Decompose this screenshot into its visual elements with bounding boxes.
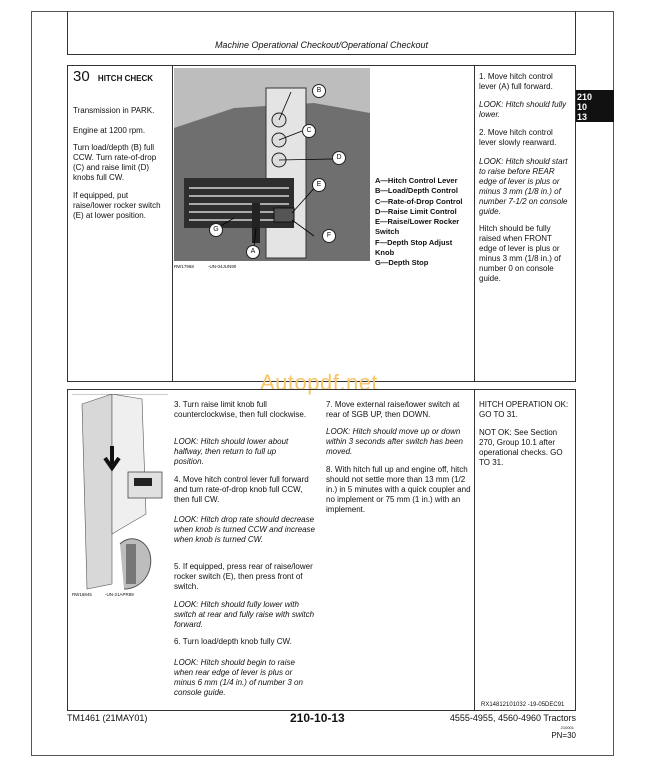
condition-1: Transmission in PARK.: [73, 106, 155, 115]
condition-4: If equipped, put raise/lower rocker switch (E) at lower position.: [73, 191, 161, 220]
legend-item: B—Load/Depth Control: [375, 186, 458, 196]
document-reference: RX14812101032 -19-05DEC91: [481, 702, 565, 708]
step-6: 6. Turn load/depth knob fully CW.: [174, 637, 292, 646]
step-7-look: LOOK: Hitch should move up or down within 3 seconds after switch has been moved.: [326, 427, 463, 456]
footer-code: 210001: [560, 725, 574, 730]
section-tab-line1: 210: [577, 92, 593, 102]
legend-item: C—Rate-of-Drop Control: [375, 196, 463, 206]
figure-legend: [375, 176, 471, 269]
condition-3: Turn load/depth (B) full CCW. Turn rate-of-drop (C) and raise limit (D) knobs full CW.: [73, 143, 157, 182]
step-4-look: LOOK: Hitch drop rate should decrease when knob is turned CCW and increase when knob is turned CW.: [174, 515, 315, 544]
column-divider: [474, 390, 475, 710]
step-4: 4. Move hitch control lever full forward and turn rate-of-drop knob full CCW, then full CW.: [174, 475, 309, 504]
step-2-note: Hitch should be fully raised when FRONT edge of lever is plus or minus 3 mm (1/8 in.) of number 0 on console guide.: [479, 224, 561, 283]
legend-item: Knob: [375, 248, 395, 258]
hitch-operation-section: [67, 389, 576, 711]
result-not-ok: NOT OK: See Section 270, Group 10.1 after operational checks. GO TO 31.: [479, 428, 563, 467]
watermark: Autopdf.net: [260, 370, 379, 395]
step-7: 7. Move external raise/lower switch at rear of SGB UP, then DOWN.: [326, 400, 460, 419]
callout-b: B: [312, 84, 326, 98]
callout-c: C: [302, 124, 316, 138]
legend-item: Switch: [375, 227, 400, 237]
section-tab: [576, 90, 614, 122]
model-range: 4555-4955, 4560-4960 Tractors: [449, 713, 576, 723]
step-3-look: LOOK: Hitch should lower about halfway, then return to full up position.: [174, 437, 289, 466]
figure-code: -UN-21APR89: [105, 592, 134, 597]
step-3: 3. Turn raise limit knob full counterclockwise, then full clockwise.: [174, 400, 307, 419]
step-heading: [73, 68, 171, 85]
section-tab-line3: 13: [577, 112, 588, 122]
page-title: Machine Operational Checkout/Operational Checkout: [214, 40, 429, 50]
hitch-check-section: [67, 65, 576, 382]
step-5: 5. If equipped, press rear of raise/lower rocker switch (E), then press front of switch.: [174, 562, 313, 591]
column-divider: [474, 66, 475, 381]
pn-number: PN=30: [551, 731, 576, 740]
legend-item: D—Raise Limit Control: [375, 206, 457, 216]
result-ok: HITCH OPERATION OK: GO TO 31.: [479, 400, 569, 419]
figure-id: RW17968: [174, 264, 194, 269]
column-divider: [172, 66, 173, 381]
manual-id: TM1461 (21MAY01): [67, 713, 148, 723]
callout-a: A: [246, 245, 260, 259]
step-6-look: LOOK: Hitch should begin to raise when rear edge of lever is plus or minus 6 mm (1/4 in.) of number 3 on console guide.: [174, 658, 303, 697]
page-header: [67, 11, 576, 55]
step-2-look: LOOK: Hitch should start to raise before REAR edge of lever is plus or minus 3 mm (1/8 in.) of number 7-1/2 on console guide.: [479, 157, 568, 216]
step-1: 1. Move hitch control lever (A) full forward.: [479, 72, 553, 91]
condition-2: Engine at 1200 rpm.: [73, 126, 146, 135]
step-2: 2. Move hitch control lever slowly rearward.: [479, 128, 557, 147]
section-tab-line2: 10: [577, 102, 588, 112]
legend-item: A—Hitch Control Lever: [375, 176, 458, 185]
page-number: 210-10-13: [290, 711, 345, 725]
figure-code: -UN-04JUN90: [208, 264, 237, 269]
figure-id: RW16845: [72, 592, 92, 597]
legend-item: G—Depth Stop: [375, 258, 429, 268]
tractor-rear-photo: [72, 394, 168, 592]
step-1-look: LOOK: Hitch should fully lower.: [479, 100, 567, 119]
legend-item: F—Depth Stop Adjust: [375, 237, 453, 247]
callout-d: D: [332, 151, 346, 165]
step-8: 8. With hitch full up and engine off, hitch should not settle more than 13 mm (1/2 in.) in 5 minutes with a quick coupler and no implement or 75 mm (1 in.) with an implement.: [326, 465, 471, 514]
step-5-look: LOOK: Hitch should fully lower with switch at rear and fully raise with switch forward.: [174, 600, 315, 629]
callout-e: E: [312, 178, 326, 192]
callout-f: F: [322, 229, 336, 243]
step-number: 30: [73, 68, 90, 85]
callout-g: G: [209, 223, 223, 237]
legend-item: E—Raise/Lower Rocker: [375, 217, 460, 227]
step-title: HITCH CHECK: [97, 74, 154, 83]
